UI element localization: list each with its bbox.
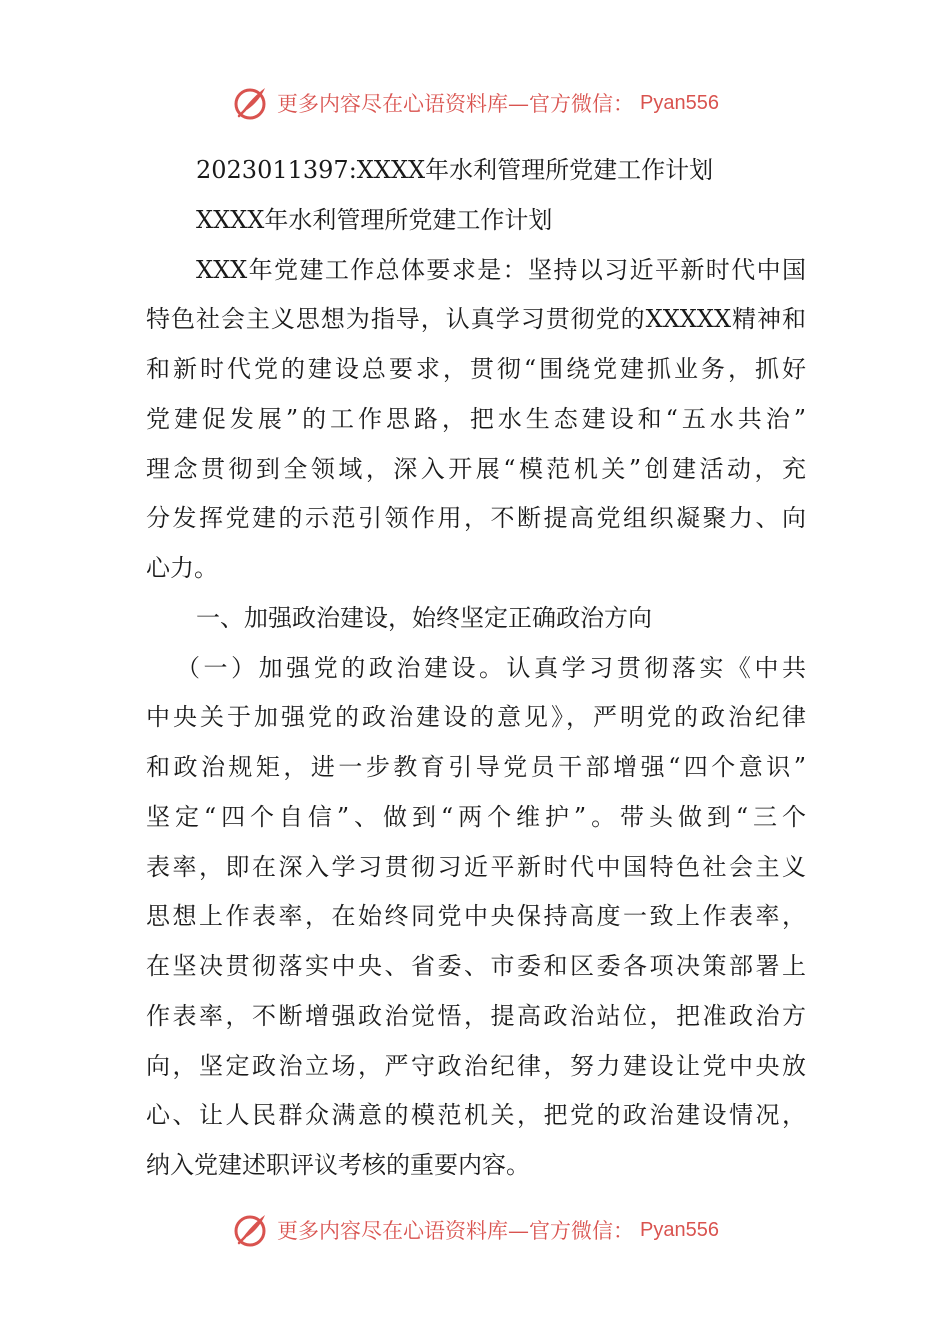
paragraph-line: 心、让人民群众满意的模范机关，把党的政治建设情况， [146,1101,806,1130]
paragraph-line: 思想上作表率，在始终同党中央保持高度一致上作表率， [146,902,806,931]
watermark-text: 更多内容尽在心语资料库—官方微信： [277,92,635,116]
paragraph-line: 中央关于加强党的政治建设的意见》，严明党的政治纪律 [146,703,806,732]
document-body [146,146,806,1191]
paragraph-line: 分发挥党建的示范引领作用，不断提高党组织凝聚力、向 [146,504,806,533]
paragraph-line: 作表率，不断增强政治觉悟，提高政治站位，把准政治方 [146,1001,806,1030]
quill-logo-icon [231,83,271,123]
header-watermark [0,78,950,128]
section-heading: 一、加强政治建设，始终坚定正确政治方向 [196,603,652,632]
paragraph-line: 和政治规矩，进一步教育引导党员干部增强“四个意识” [146,753,806,781]
paragraph-line: 理念贯彻到全领域，深入开展“模范机关”创建活动，充 [146,454,806,483]
quill-logo-icon [231,1210,271,1250]
paragraph-line: （一）加强党的政治建设。认真学习贯彻落实《中共 [176,653,806,682]
paragraph-line: 和新时代党的建设总要求，贯彻“围绕党建抓业务，抓好 [146,355,806,383]
paragraph-line: 纳入党建述职评议考核的重要内容。 [146,1151,530,1179]
doc-title: XXXX年水利管理所党建工作计划 [196,205,553,234]
paragraph-line: 党建促发展”的工作思路，把水生态建设和“五水共治” [146,404,806,433]
paragraph-line: 心力。 [146,554,218,582]
doc-code-title: 2023011397:XXXX年水利管理所党建工作计划 [196,156,714,184]
watermark-text: 更多内容尽在心语资料库—官方微信： [277,1219,635,1243]
watermark-handle: Pyan556 [640,1218,719,1241]
paragraph-line: 在坚决贯彻落实中央、省委、市委和区委各项决策部署上 [146,952,806,980]
watermark-handle: Pyan556 [640,91,719,114]
footer-watermark [0,1205,950,1255]
paragraph-line: 表率，即在深入学习贯彻习近平新时代中国特色社会主义 [146,852,806,881]
paragraph-line: 向，坚定政治立场，严守政治纪律，努力建设让党中央放 [146,1051,806,1080]
paragraph-line: 坚定“四个自信”、做到“两个维护”。带头做到“三个 [146,802,806,831]
paragraph-line: XXX年党建工作总体要求是：坚持以习近平新时代中国 [196,255,806,284]
paragraph-line: 特色社会主义思想为指导，认真学习贯彻党的XXXXX精神和 [146,305,806,334]
